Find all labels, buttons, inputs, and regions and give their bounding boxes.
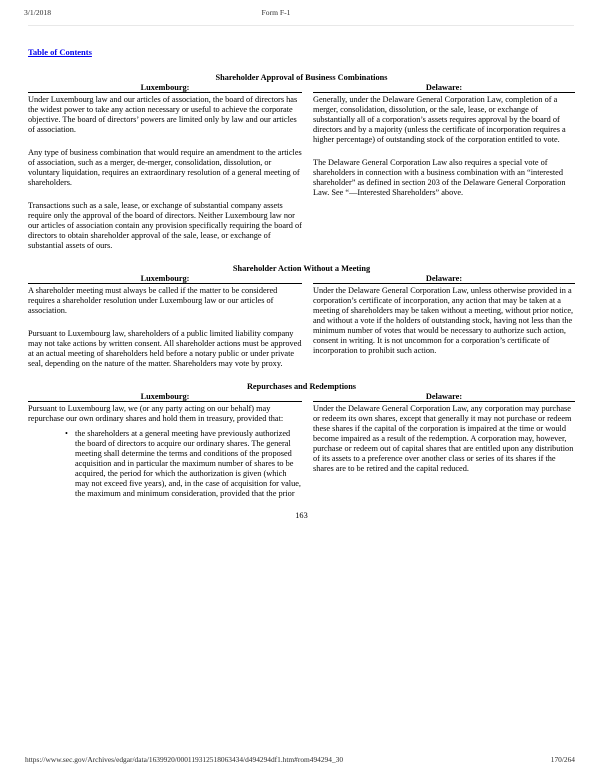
column-header-delaware: Delaware:: [313, 83, 575, 93]
footer-url: https://www.sec.gov/Archives/edgar/data/1639920/000119312518063434/d494294df1.htm#rom494294_30: [25, 755, 344, 764]
page-number: 163: [295, 511, 308, 520]
paragraph: A shareholder meeting must always be called if the matter to be considered requires a shareholder resolution under Luxembourg law or our articles of association.: [28, 286, 278, 315]
luxembourg-column: [28, 274, 302, 369]
bullet-item: [28, 429, 302, 499]
column-header-delaware: Delaware:: [313, 392, 575, 402]
paragraph: Generally, under the Delaware General Corporation Law, completion of a merger, consolidation, dissolution, or the sale, lease, or exchange of substantially all of a corporation’s assets requires approval by the board of directors and by a majority (unless the certificate of incorporation requires a higher percentage) of outstanding stock of the corporation entitled to vote.: [313, 95, 566, 144]
luxembourg-column: [28, 83, 302, 251]
document-body: [28, 0, 575, 521]
section-shareholder-approval: [28, 73, 575, 251]
paragraph: Transactions such as a sale, lease, or exchange of substantial company assets require only the approval of the board of directors. Neither Luxembourg law nor our articles of association contain any provision specifically requiring the board of directors to obtain shareholder approval of the sale, lease, or exchange of substantial assets of ours.: [28, 201, 302, 250]
paragraph: The Delaware General Corporation Law also requires a special vote of shareholders in connection with a business combination with an “interested shareholder” as defined in section 203 of the Delaware General Corporation Law. See “—Interested Shareholders” above.: [313, 158, 566, 197]
footer-page-indicator: 170/264: [550, 755, 575, 764]
paragraph: Pursuant to Luxembourg law, we (or any party acting on our behalf) may repurchase our own ordinary shares and hold them in treasury, provided that:: [28, 404, 284, 423]
paragraph: Under the Delaware General Corporation Law, unless otherwise provided in a corporation’s certificate of incorporation, any action that may be taken at a meeting of shareholders may be taken without a meeting, without prior notice, and without a vote if the holders of outstanding stock, having not less than the minimum number of votes that would be necessary to authorize such action, consent in writing. It is not uncommon for a corporation’s certificate of incorporation to prohibit such action.: [313, 286, 574, 355]
section-title: Repurchases and Redemptions: [246, 382, 357, 391]
bullet-icon: •: [65, 429, 68, 438]
delaware-column: [313, 392, 575, 499]
section-title: Shareholder Approval of Business Combinations: [215, 73, 388, 82]
print-header-form-title: Form F-1: [261, 8, 291, 17]
bullet-text: the shareholders at a general meeting have previously authorized the board of directors to acquire our ordinary shares. The general meeting shall determine the terms and conditions of the proposed acquisition and in particular the maximum number of shares to be acquired, the period for which the authorization is given (which may not exceed five years), and, in the case of acquisition for value, the maximum and minimum consideration, provided that the prior: [75, 429, 302, 498]
column-header-luxembourg: Luxembourg:: [28, 274, 302, 284]
luxembourg-column: [28, 392, 302, 499]
column-header-luxembourg: Luxembourg:: [28, 83, 302, 93]
section-repurchases-redemptions: [28, 382, 575, 499]
column-header-luxembourg: Luxembourg:: [28, 392, 302, 402]
column-header-delaware: Delaware:: [313, 274, 575, 284]
table-of-contents-link[interactable]: Table of Contents: [28, 47, 92, 57]
print-header-date: 3/1/2018: [24, 8, 52, 17]
paragraph: Any type of business combination that would require an amendment to the articles of association, such as a merger, de-merger, consolidation, dissolution, or voluntary liquidation, requires an extraordinary resolution of a general meeting of shareholders.: [28, 148, 302, 187]
section-title: Shareholder Action Without a Meeting: [232, 264, 371, 273]
print-footer: [25, 755, 575, 764]
section-shareholder-action: [28, 264, 575, 369]
paragraph: Pursuant to Luxembourg law, shareholders of a public limited liability company may not take actions by written consent. All shareholder actions must be approved at an actual meeting of shareholders held before a notary public or under private seal, depending on the nature of the matter. Shareholders may vote by proxy.: [28, 329, 302, 368]
delaware-column: [313, 274, 575, 369]
paragraph: Under Luxembourg law and our articles of association, the board of directors has the widest power to take any action necessary or useful to achieve the corporate objective. The board of directors’ powers are limited only by law and our articles of association.: [28, 95, 298, 134]
paragraph: Under the Delaware General Corporation Law, any corporation may purchase or redeem its own shares, except that generally it may not purchase or redeem these shares if the capital of the corporation is impaired at the time or would become impaired as a result of the redemption. A corporation may, however, purchase or redeem out of capital shares that are entitled upon any distribution of its assets to a preference over another class or series of its shares if the shares are to be retired and the capital reduced.: [313, 404, 574, 473]
delaware-column: [313, 83, 575, 251]
